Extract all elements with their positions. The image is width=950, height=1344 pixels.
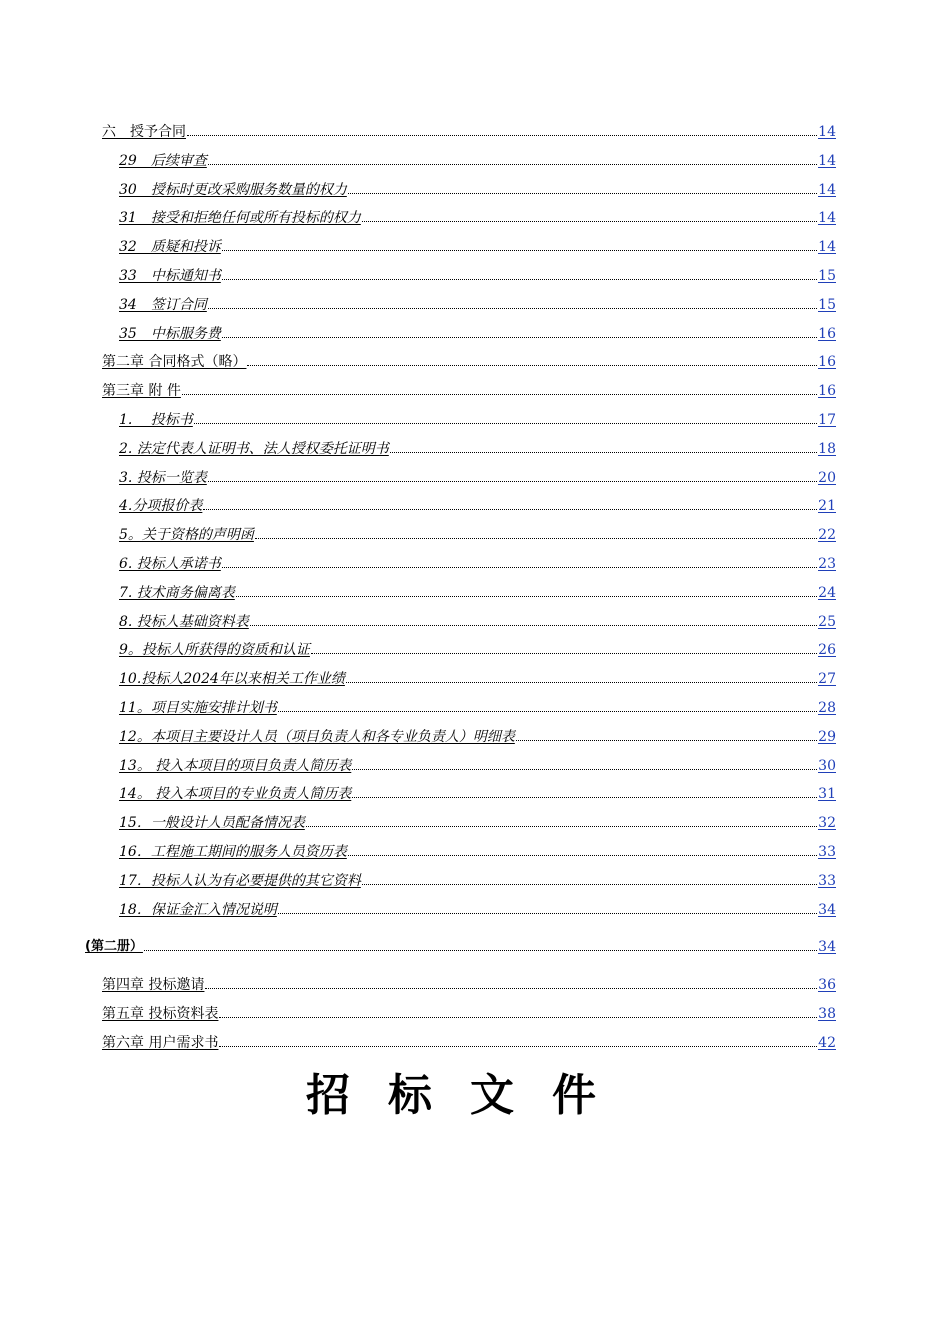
toc-entry[interactable] (119, 293, 836, 313)
toc-entry-label: 2. 法定代表人证明书、法人授权委托证明书 (119, 440, 389, 457)
toc-dot-leader (306, 826, 817, 827)
toc-dot-leader (311, 653, 817, 654)
toc-entry-label: 第五章 投标资料表 (102, 1006, 219, 1023)
toc-entry-label: 第二章 合同格式（略） (102, 354, 247, 371)
toc-dot-leader (187, 135, 817, 136)
toc-page-number[interactable]: 15 (818, 268, 836, 284)
toc-entry[interactable] (102, 350, 836, 370)
toc-entry[interactable] (119, 638, 836, 658)
toc-page-number[interactable]: 14 (818, 152, 836, 169)
toc-dot-leader (222, 337, 817, 338)
toc-dot-leader (247, 365, 817, 366)
toc-dot-leader (352, 769, 817, 770)
toc-entry-label: 6. 投标人承诺书 (119, 556, 221, 572)
toc-dot-leader (255, 538, 817, 539)
toc-entry[interactable] (119, 754, 836, 774)
toc-entry[interactable] (102, 120, 836, 140)
toc-page-number[interactable]: 14 (818, 210, 836, 227)
toc-entry-label: 4.分项报价表 (119, 498, 203, 515)
toc-entry[interactable] (119, 552, 836, 572)
toc-entry-label: 31 接受和拒绝任何或所有投标的权力 (119, 210, 361, 227)
toc-page-number[interactable]: 34 (818, 901, 836, 918)
toc-dot-leader (348, 193, 817, 194)
toc-dot-leader (362, 884, 817, 885)
toc-page-number[interactable]: 24 (818, 584, 836, 601)
toc-entry[interactable] (119, 667, 836, 687)
toc-entry-label: 35 中标服务费 (119, 325, 221, 342)
toc-entry-label: 六 授予合同 (102, 124, 186, 140)
toc-entry[interactable] (119, 523, 836, 543)
toc-page-number[interactable]: 36 (818, 977, 836, 994)
toc-entry[interactable] (119, 581, 836, 601)
toc-entry-label: 30 授标时更改采购服务数量的权力 (119, 181, 347, 198)
toc-entry[interactable] (119, 840, 836, 860)
toc-entry-label: 33 中标通知书 (119, 268, 221, 284)
toc-page-number[interactable]: 14 (818, 124, 836, 140)
toc-page-number[interactable]: 16 (818, 383, 836, 400)
toc-page-number[interactable]: 23 (818, 556, 836, 572)
toc-dot-leader (194, 423, 817, 424)
toc-entry-label: 17．投标人认为有必要提供的其它资料 (119, 872, 361, 889)
toc-entry[interactable] (85, 935, 836, 955)
toc-entry-label: 9。投标人所获得的资质和认证 (119, 642, 310, 659)
toc-entry-label: 第六章 用户需求书 (102, 1035, 219, 1051)
toc-entry-label: 第四章 投标邀请 (102, 977, 205, 994)
toc-dot-leader (208, 481, 817, 482)
toc-page-number[interactable]: 38 (818, 1006, 836, 1023)
toc-entry[interactable] (119, 178, 836, 198)
toc-dot-leader (222, 279, 817, 280)
toc-entry-label: 第三章 附 件 (102, 383, 181, 400)
toc-entry-label: 7. 技术商务偏离表 (119, 584, 235, 601)
toc-page-number[interactable]: 14 (818, 181, 836, 198)
toc-dot-leader (362, 221, 817, 222)
toc-entry[interactable] (119, 466, 836, 486)
toc-dot-leader (222, 250, 817, 251)
toc-entry-label: 16．工程施工期间的服务人员资历表 (119, 844, 347, 860)
document-title: 招标文件 (306, 1070, 634, 1121)
toc-entry-label: 1. 投标书 (119, 412, 193, 428)
toc-page-number[interactable]: 16 (818, 325, 836, 342)
toc-page-number[interactable]: 14 (818, 239, 836, 256)
toc-entry-label: 14。 投入本项目的专业负责人简历表 (119, 786, 352, 803)
toc-page-number[interactable]: 21 (818, 498, 836, 515)
toc-page-number[interactable]: 34 (818, 939, 836, 956)
toc-entry-label: 18．保证金汇入情况说明 (119, 901, 277, 918)
toc-dot-leader (348, 855, 817, 856)
toc-dot-leader (219, 1017, 817, 1018)
toc-entry[interactable] (119, 206, 836, 226)
toc-dot-leader (346, 682, 817, 683)
toc-entry[interactable] (102, 379, 836, 399)
toc-entry[interactable] (119, 610, 836, 630)
toc-page-number[interactable]: 17 (818, 412, 836, 428)
toc-dot-leader (182, 394, 817, 395)
toc-dot-leader (208, 164, 817, 165)
toc-dot-leader (219, 1046, 817, 1047)
toc-dot-leader (278, 711, 817, 712)
toc-entry-label: 29 后续审查 (119, 152, 207, 169)
toc-dot-leader (516, 740, 817, 741)
toc-entry[interactable] (119, 149, 836, 169)
toc-entry[interactable] (119, 869, 836, 889)
toc-dot-leader (390, 452, 817, 453)
toc-dot-leader (352, 797, 817, 798)
toc-entry-label: 15．一般设计人员配备情况表 (119, 815, 305, 832)
toc-entry[interactable] (119, 811, 836, 831)
toc-entry-label: 5。关于资格的声明函 (119, 527, 254, 544)
toc-page-number[interactable]: 42 (818, 1035, 836, 1051)
toc-entry-label: 13。 投入本项目的项目负责人简历表 (119, 757, 352, 774)
toc-page-number[interactable]: 28 (818, 700, 836, 716)
toc-page-number[interactable]: 33 (818, 872, 836, 889)
toc-dot-leader (250, 625, 817, 626)
toc-entry[interactable] (119, 696, 836, 716)
toc-entry-label: 3. 投标一览表 (119, 469, 207, 486)
toc-entry[interactable] (119, 408, 836, 428)
toc-page-number[interactable]: 31 (818, 786, 836, 803)
toc-entry-label: 11。项目实施安排计划书 (119, 700, 277, 716)
toc-page-number[interactable]: 16 (818, 354, 836, 371)
toc-page-number[interactable]: 18 (818, 440, 836, 457)
toc-entry[interactable] (119, 322, 836, 342)
toc-entry-label: 8. 投标人基础资料表 (119, 613, 249, 630)
toc-entry-label: 32 质疑和投诉 (119, 239, 221, 256)
toc-entry[interactable] (119, 235, 836, 255)
toc-page-number[interactable]: 32 (818, 815, 836, 832)
toc-page-number[interactable]: 20 (818, 469, 836, 486)
toc-dot-leader (278, 913, 817, 914)
toc-entry[interactable] (119, 494, 836, 514)
toc-entry[interactable] (102, 973, 836, 993)
toc-page-number[interactable]: 33 (818, 844, 836, 860)
toc-page-number[interactable]: 22 (818, 527, 836, 544)
toc-dot-leader (236, 596, 817, 597)
toc-entry-label: 12。本项目主要设计人员（项目负责人和各专业负责人）明细表 (119, 728, 515, 745)
toc-entry-label: 34 签订合同 (119, 296, 207, 313)
toc-entry[interactable] (119, 782, 836, 802)
toc-dot-leader (144, 950, 817, 951)
toc-page-number[interactable]: 26 (818, 642, 836, 659)
toc-entry[interactable] (119, 264, 836, 284)
toc-page-number[interactable]: 27 (818, 671, 836, 688)
toc-page-number[interactable]: 25 (818, 613, 836, 630)
toc-entry[interactable] (119, 898, 836, 918)
toc-dot-leader (203, 509, 817, 510)
toc-page-number[interactable]: 30 (818, 757, 836, 774)
toc-entry[interactable] (119, 437, 836, 457)
toc-dot-leader (205, 988, 817, 989)
toc-entry[interactable] (119, 725, 836, 745)
toc-page-number[interactable]: 15 (818, 296, 836, 313)
toc-page-number[interactable]: 29 (818, 728, 836, 745)
toc-entry[interactable] (102, 1002, 836, 1022)
toc-entry-label: 10.投标人2024年以来相关工作业绩 (119, 671, 345, 688)
toc-entry-label: (第二册） (85, 939, 143, 955)
toc-dot-leader (222, 567, 817, 568)
toc-dot-leader (208, 308, 817, 309)
toc-entry[interactable] (102, 1031, 836, 1051)
